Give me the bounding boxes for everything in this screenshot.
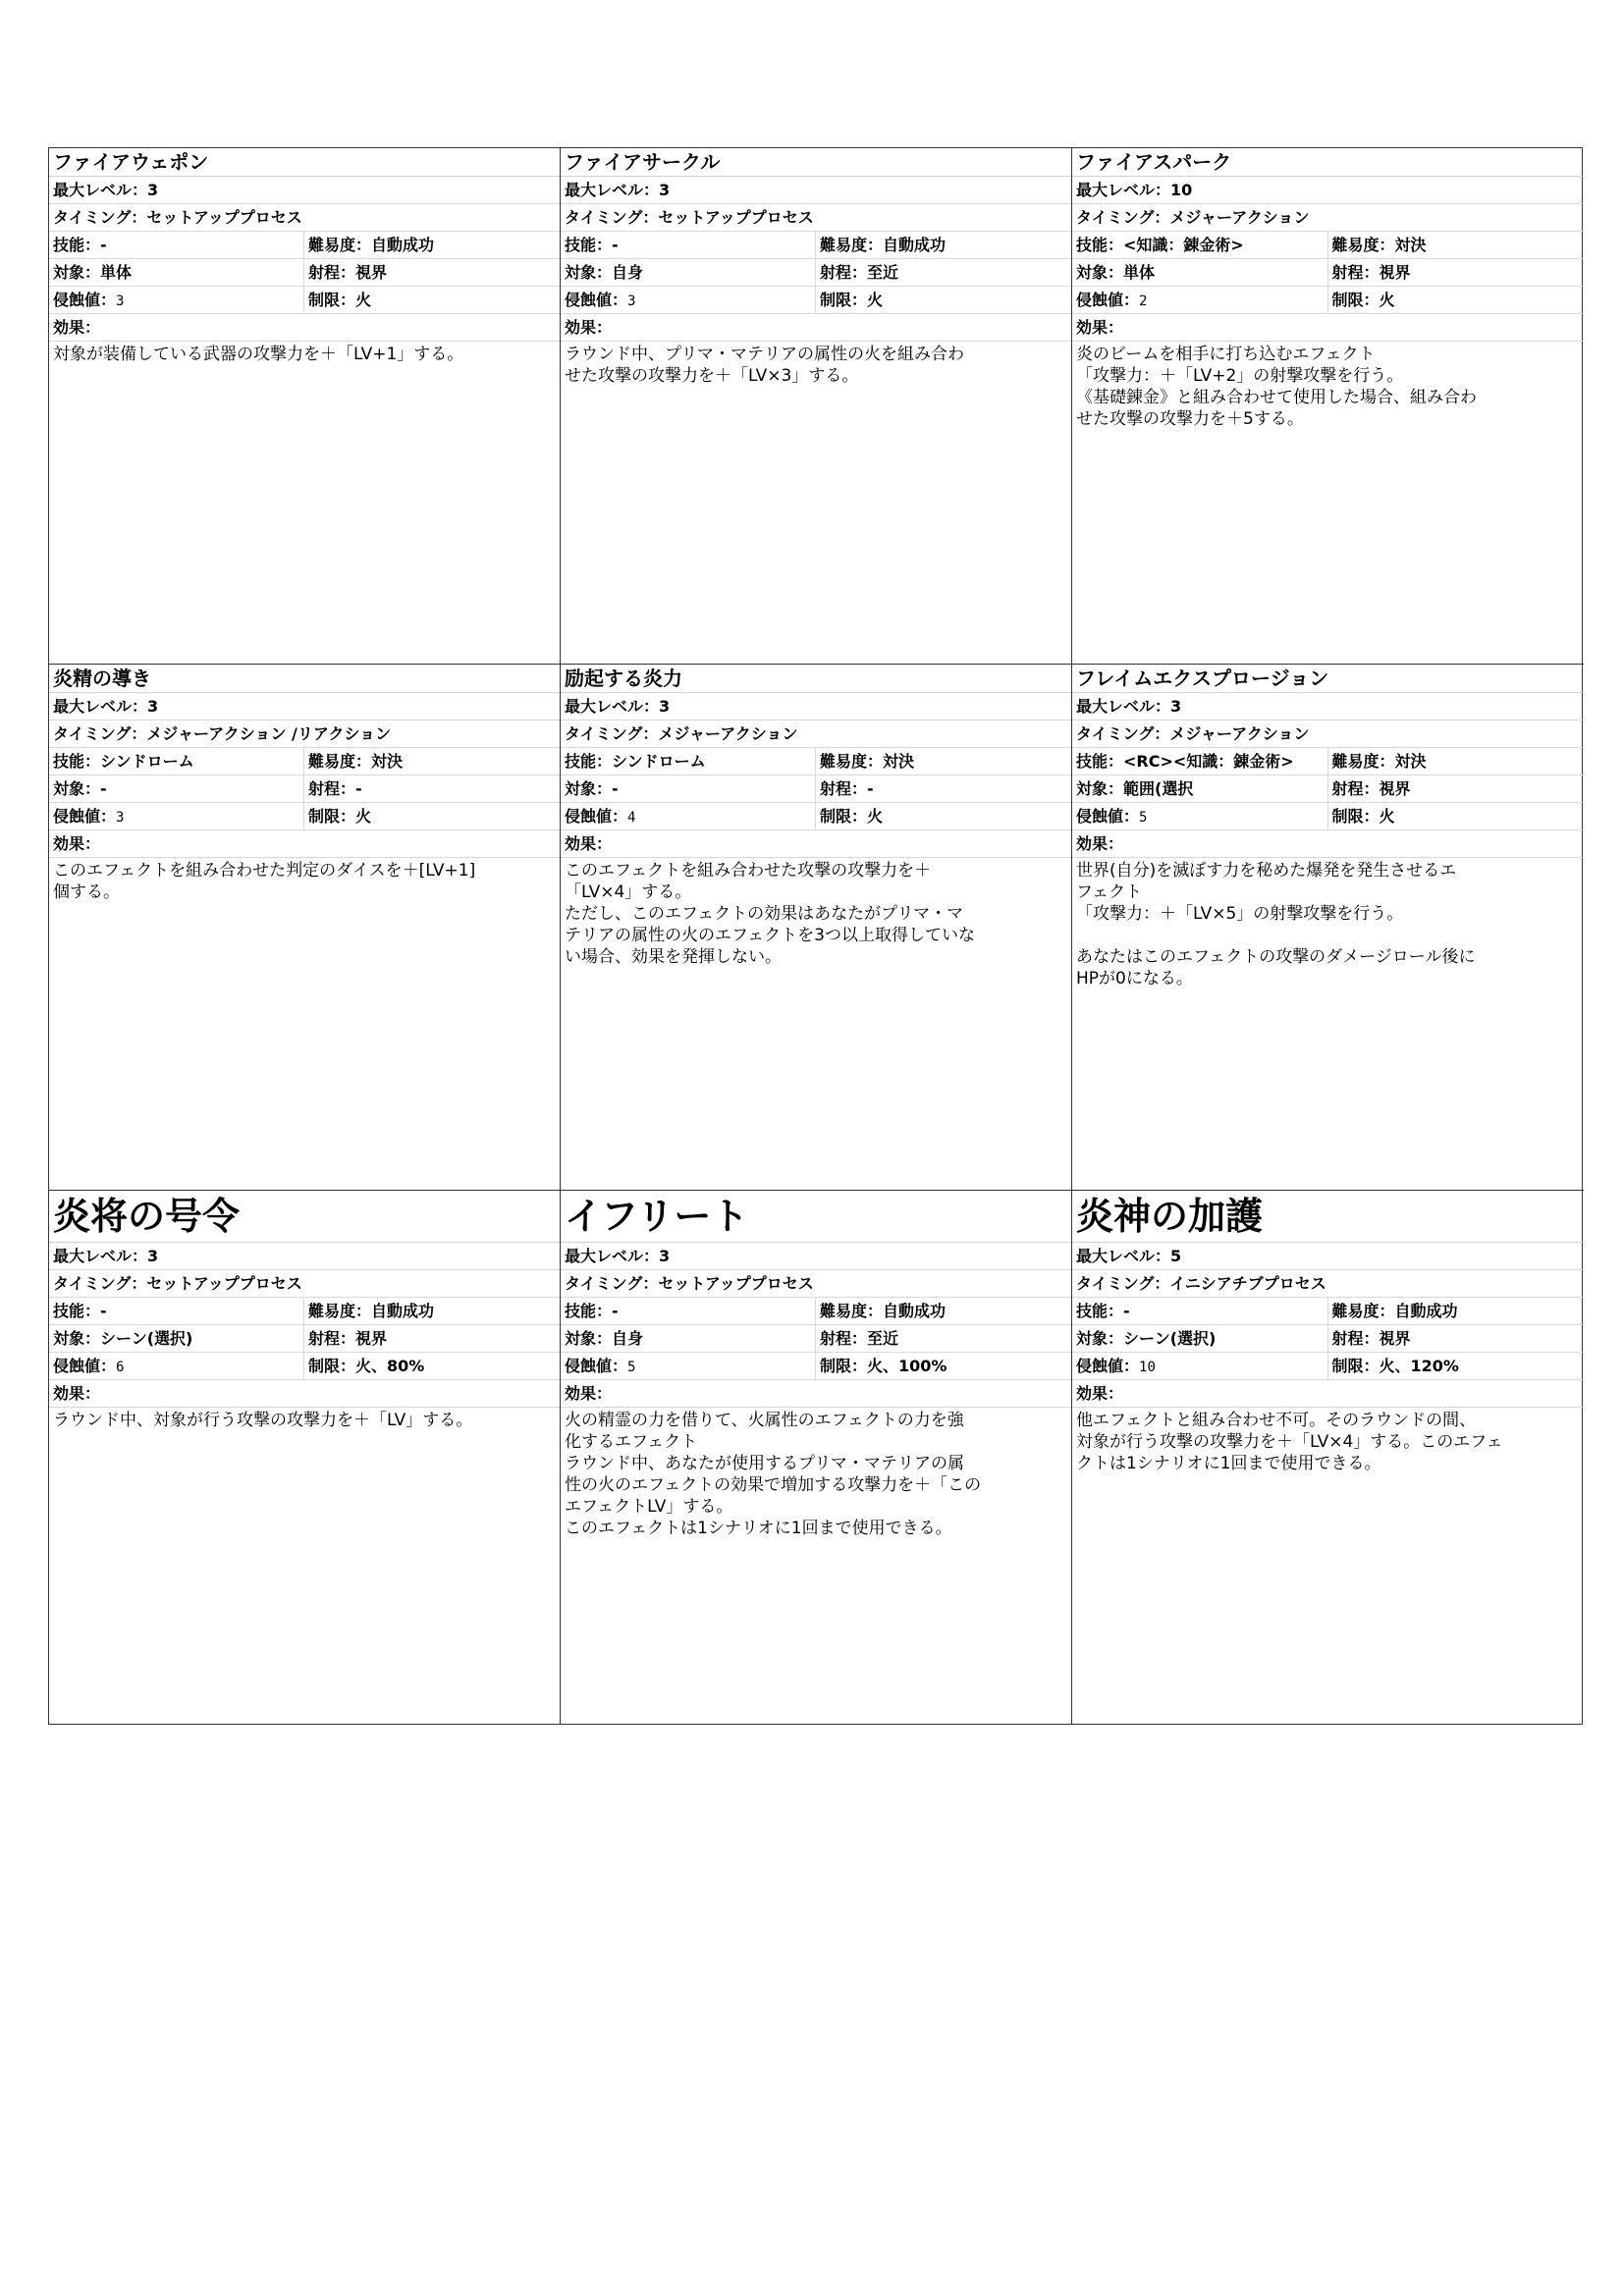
skill-label: 技能： <box>53 1302 101 1320</box>
max-level-value: 3 <box>659 181 671 199</box>
max-level-label: 最大レベル： <box>565 697 660 716</box>
limit-label: 制限： <box>1331 807 1380 826</box>
max-level-row <box>1072 693 1584 721</box>
effect-name: ファイアサークル <box>561 148 1071 177</box>
erosion-limit-row <box>1072 287 1584 314</box>
difficulty-label: 難易度： <box>308 236 372 254</box>
effect-description: このエフェクトを組み合わせた攻撃の攻撃力を＋ 「LV×4」する。 ただし、このエフェクトの効果はあなたがプリマ・マ テリアの属性の火のエフェクトを3つ以上取得していな い場合、効果を発揮しない。 <box>565 861 975 967</box>
max-level-value: 3 <box>147 697 159 716</box>
target-value: - <box>612 779 619 798</box>
effect-label: 効果： <box>565 834 613 853</box>
max-level-value: 3 <box>147 1247 159 1265</box>
difficulty-label: 難易度： <box>308 1302 372 1320</box>
skill-value: - <box>612 236 619 254</box>
skill-label: 技能： <box>565 236 613 254</box>
erosion-limit-row <box>49 1353 560 1380</box>
difficulty-value: 対決 <box>1394 236 1427 254</box>
effect-description: 炎のビームを相手に打ち込むエフェクト 「攻撃力：＋「LV+2」の射撃攻撃を行う。 《基礎錬金》と組み合わせて使用した場合、組み合わ せた攻撃の攻撃力を＋5する。 <box>1076 345 1477 429</box>
effect-label-row <box>49 314 560 342</box>
range-value: 視界 <box>1379 779 1411 798</box>
target-value: シーン(選択) <box>100 1329 193 1348</box>
skill-value: - <box>612 1302 619 1320</box>
timing-row <box>1072 721 1584 748</box>
effect-label: 効果： <box>1076 318 1124 337</box>
erosion-value: 5 <box>627 1360 636 1375</box>
limit-value: 火 <box>867 291 884 309</box>
timing-label: タイミング： <box>1076 724 1170 743</box>
erosion-label: 侵蝕値： <box>53 291 117 309</box>
difficulty-value: 自動成功 <box>371 236 435 254</box>
target-value: 単体 <box>100 263 133 282</box>
difficulty-label: 難易度： <box>820 236 884 254</box>
skill-value: - <box>1123 1302 1130 1320</box>
target-label: 対象： <box>1076 779 1124 798</box>
timing-row <box>1072 1270 1584 1298</box>
skill-difficulty-row <box>49 1298 560 1325</box>
target-range-row <box>1072 775 1584 803</box>
difficulty-label: 難易度： <box>820 752 884 771</box>
effect-label: 効果： <box>53 1384 101 1403</box>
effect-description: ラウンド中、対象が行う攻撃の攻撃力を＋「LV」する。 <box>53 1411 473 1430</box>
erosion-limit-row <box>561 803 1071 830</box>
target-label: 対象： <box>1076 1329 1124 1348</box>
max-level-value: 5 <box>1170 1247 1182 1265</box>
erosion-label: 侵蝕値： <box>53 807 117 826</box>
limit-label: 制限： <box>308 291 356 309</box>
timing-row <box>561 721 1071 748</box>
difficulty-label: 難易度： <box>308 752 372 771</box>
timing-value: セットアッププロセス <box>658 208 814 227</box>
skill-label: 技能： <box>565 752 613 771</box>
erosion-label: 侵蝕値： <box>565 1357 628 1375</box>
erosion-value: 3 <box>627 294 636 309</box>
timing-label: タイミング： <box>53 208 147 227</box>
limit-label: 制限： <box>1331 291 1380 309</box>
max-level-label: 最大レベル： <box>565 1247 660 1265</box>
target-range-row <box>561 775 1071 803</box>
erosion-limit-row <box>561 1353 1071 1380</box>
effect-card <box>1072 1191 1584 1724</box>
max-level-row <box>1072 177 1584 204</box>
limit-label: 制限： <box>820 1357 868 1375</box>
erosion-limit-row <box>1072 803 1584 830</box>
erosion-limit-row <box>49 803 560 830</box>
skill-difficulty-row <box>561 232 1071 259</box>
skill-difficulty-row <box>561 748 1071 775</box>
effect-card <box>49 665 561 1191</box>
skill-label: 技能： <box>1076 752 1124 771</box>
effect-name: 炎神の加護 <box>1072 1191 1584 1243</box>
max-level-row <box>49 177 560 204</box>
skill-label: 技能： <box>53 236 101 254</box>
skill-difficulty-row <box>561 1298 1071 1325</box>
erosion-label: 侵蝕値： <box>565 291 628 309</box>
skill-value: シンドローム <box>612 752 706 771</box>
effect-label: 効果： <box>565 318 613 337</box>
effect-label-row <box>561 830 1071 858</box>
effect-name: イフリート <box>561 1191 1071 1243</box>
erosion-value: 3 <box>116 810 125 826</box>
limit-value: 火 <box>355 291 372 309</box>
effect-card <box>561 148 1072 665</box>
effect-name: ファイアウェポン <box>49 148 560 177</box>
max-level-row <box>49 1243 560 1270</box>
erosion-label: 侵蝕値： <box>1076 291 1140 309</box>
max-level-label: 最大レベル： <box>565 181 660 199</box>
range-label: 射程： <box>820 1329 868 1348</box>
target-value: 範囲(選択 <box>1123 779 1194 798</box>
target-range-row <box>49 775 560 803</box>
timing-value: セットアッププロセス <box>146 1274 302 1293</box>
skill-label: 技能： <box>1076 1302 1124 1320</box>
effect-name: 炎精の導き <box>49 665 560 693</box>
max-level-label: 最大レベル： <box>53 1247 148 1265</box>
range-label: 射程： <box>1331 779 1380 798</box>
difficulty-value: 対決 <box>371 752 404 771</box>
timing-label: タイミング： <box>53 724 147 743</box>
range-value: - <box>867 779 874 798</box>
effect-label: 効果： <box>565 1384 613 1403</box>
skill-label: 技能： <box>53 752 101 771</box>
timing-value: イニシアチブプロセス <box>1169 1274 1326 1293</box>
difficulty-label: 難易度： <box>820 1302 884 1320</box>
effect-label-row <box>49 1380 560 1408</box>
max-level-label: 最大レベル： <box>53 697 148 716</box>
erosion-value: 4 <box>627 810 636 826</box>
effect-name: 励起する炎力 <box>561 665 1071 693</box>
erosion-limit-row <box>561 287 1071 314</box>
skill-difficulty-row <box>1072 1298 1584 1325</box>
limit-value: 火 <box>355 807 372 826</box>
target-label: 対象： <box>53 779 101 798</box>
effect-description: 世界(自分)を滅ぼす力を秘めた爆発を発生させるエ フェクト 「攻撃力：＋「LV×5」の射撃攻撃を行う。 あなたはこのエフェクトの攻撃のダメージロール後に HPが0になる。 <box>1076 861 1476 988</box>
target-range-row <box>561 1325 1071 1353</box>
target-value: 自身 <box>612 263 644 282</box>
effect-description: ラウンド中、プリマ・マテリアの属性の火を組み合わ せた攻撃の攻撃力を＋「LV×3」する。 <box>565 345 964 386</box>
target-label: 対象： <box>565 1329 613 1348</box>
effect-label-row <box>561 314 1071 342</box>
effect-label-row <box>1072 1380 1584 1408</box>
effect-label-row <box>561 1380 1071 1408</box>
difficulty-label: 難易度： <box>1331 752 1395 771</box>
timing-label: タイミング： <box>565 724 659 743</box>
effect-card <box>49 148 561 665</box>
skill-label: 技能： <box>1076 236 1124 254</box>
timing-row <box>49 1270 560 1298</box>
target-value: シーン(選択) <box>1123 1329 1217 1348</box>
skill-value: - <box>100 236 107 254</box>
effect-card <box>1072 148 1584 665</box>
timing-label: タイミング： <box>565 208 659 227</box>
erosion-limit-row <box>49 287 560 314</box>
limit-label: 制限： <box>1331 1357 1380 1375</box>
target-value: - <box>100 779 107 798</box>
range-label: 射程： <box>308 779 356 798</box>
effect-label-row <box>49 830 560 858</box>
timing-label: タイミング： <box>565 1274 659 1293</box>
target-label: 対象： <box>1076 263 1124 282</box>
timing-row <box>49 721 560 748</box>
effect-description: このエフェクトを組み合わせた判定のダイスを＋[LV+1] 個する。 <box>53 861 476 902</box>
timing-value: セットアッププロセス <box>146 208 302 227</box>
erosion-label: 侵蝕値： <box>565 807 628 826</box>
effect-description: 他エフェクトと組み合わせ不可。そのラウンドの間、 対象が行う攻撃の攻撃力を＋「LV×4」する。このエフェ クトは1シナリオに1回まで使用できる。 <box>1076 1411 1503 1473</box>
timing-value: セットアッププロセス <box>658 1274 814 1293</box>
limit-value: 火、80% <box>355 1357 425 1375</box>
timing-label: タイミング： <box>1076 1274 1170 1293</box>
max-level-row <box>1072 1243 1584 1270</box>
target-value: 単体 <box>1123 263 1156 282</box>
range-label: 射程： <box>820 263 868 282</box>
max-level-row <box>561 1243 1071 1270</box>
skill-difficulty-row <box>49 748 560 775</box>
max-level-value: 3 <box>1170 697 1182 716</box>
timing-row <box>1072 204 1584 232</box>
target-label: 対象： <box>53 263 101 282</box>
erosion-label: 侵蝕値： <box>1076 1357 1140 1375</box>
effect-name: ファイアスパーク <box>1072 148 1584 177</box>
max-level-value: 3 <box>659 1247 671 1265</box>
erosion-value: 3 <box>116 294 125 309</box>
effect-label: 効果： <box>53 318 101 337</box>
effect-name: 炎将の号令 <box>49 1191 560 1243</box>
difficulty-value: 自動成功 <box>1394 1302 1458 1320</box>
difficulty-value: 自動成功 <box>371 1302 435 1320</box>
limit-value: 火 <box>1379 807 1395 826</box>
erosion-label: 侵蝕値： <box>53 1357 117 1375</box>
target-label: 対象： <box>565 779 613 798</box>
skill-label: 技能： <box>565 1302 613 1320</box>
range-label: 射程： <box>1331 263 1380 282</box>
timing-row <box>49 204 560 232</box>
max-level-value: 3 <box>147 181 159 199</box>
max-level-row <box>561 693 1071 721</box>
max-level-label: 最大レベル： <box>53 181 148 199</box>
max-level-row <box>49 693 560 721</box>
max-level-label: 最大レベル： <box>1076 697 1171 716</box>
effect-card <box>561 1191 1072 1724</box>
range-label: 射程： <box>308 1329 356 1348</box>
timing-value: メジャーアクション <box>1169 208 1310 227</box>
range-value: 視界 <box>355 263 388 282</box>
limit-value: 火、100% <box>867 1357 947 1375</box>
effect-label: 効果： <box>1076 1384 1124 1403</box>
range-label: 射程： <box>820 779 868 798</box>
erosion-label: 侵蝕値： <box>1076 807 1140 826</box>
effect-label: 効果： <box>1076 834 1124 853</box>
target-label: 対象： <box>565 263 613 282</box>
max-level-label: 最大レベル： <box>1076 181 1171 199</box>
range-value: 視界 <box>355 1329 388 1348</box>
limit-label: 制限： <box>308 1357 356 1375</box>
difficulty-value: 自動成功 <box>883 236 947 254</box>
erosion-value: 10 <box>1139 1360 1156 1375</box>
effect-description: 火の精霊の力を借りて、火属性のエフェクトの力を強 化するエフェクト ラウンド中、あなたが使用するプリマ・マテリアの属 性の火のエフェクトの効果で増加する攻撃力を＋「この エフェクトLV」する。 このエフェクトは1シナリオに1回まで使用できる。 <box>565 1411 982 1538</box>
target-label: 対象： <box>53 1329 101 1348</box>
effect-card <box>49 1191 561 1724</box>
target-range-row <box>49 1325 560 1353</box>
difficulty-value: 対決 <box>1394 752 1427 771</box>
max-level-row <box>561 177 1071 204</box>
range-label: 射程： <box>308 263 356 282</box>
target-range-row <box>49 259 560 287</box>
max-level-value: 10 <box>1170 181 1193 199</box>
difficulty-label: 難易度： <box>1331 236 1395 254</box>
timing-row <box>561 1270 1071 1298</box>
skill-value: シンドローム <box>100 752 194 771</box>
max-level-label: 最大レベル： <box>1076 1247 1171 1265</box>
target-value: 自身 <box>612 1329 644 1348</box>
effect-card <box>561 665 1072 1191</box>
range-value: 至近 <box>867 1329 899 1348</box>
target-range-row <box>1072 259 1584 287</box>
effect-label-row <box>1072 314 1584 342</box>
difficulty-label: 難易度： <box>1331 1302 1395 1320</box>
skill-value: <知識：錬金術> <box>1123 236 1244 254</box>
range-value: 視界 <box>1379 263 1411 282</box>
timing-value: メジャーアクション <box>1169 724 1310 743</box>
effect-description: 対象が装備している武器の攻撃力を＋「LV+1」する。 <box>53 345 464 364</box>
range-label: 射程： <box>1331 1329 1380 1348</box>
range-value: 視界 <box>1379 1329 1411 1348</box>
skill-difficulty-row <box>1072 232 1584 259</box>
erosion-value: 2 <box>1139 294 1148 309</box>
difficulty-value: 対決 <box>883 752 915 771</box>
effect-label-row <box>1072 830 1584 858</box>
skill-difficulty-row <box>49 232 560 259</box>
max-level-value: 3 <box>659 697 671 716</box>
timing-label: タイミング： <box>1076 208 1170 227</box>
limit-value: 火、120% <box>1379 1357 1459 1375</box>
timing-label: タイミング： <box>53 1274 147 1293</box>
skill-value: - <box>100 1302 107 1320</box>
range-value: 至近 <box>867 263 899 282</box>
skill-difficulty-row <box>1072 748 1584 775</box>
limit-label: 制限： <box>820 291 868 309</box>
limit-value: 火 <box>867 807 884 826</box>
erosion-value: 5 <box>1139 810 1148 826</box>
target-range-row <box>561 259 1071 287</box>
difficulty-value: 自動成功 <box>883 1302 947 1320</box>
target-range-row <box>1072 1325 1584 1353</box>
effect-card-grid <box>48 147 1583 1725</box>
erosion-value: 6 <box>116 1360 125 1375</box>
effect-name: フレイムエクスプロージョン <box>1072 665 1584 693</box>
effect-label: 効果： <box>53 834 101 853</box>
limit-label: 制限： <box>308 807 356 826</box>
limit-value: 火 <box>1379 291 1395 309</box>
timing-value: メジャーアクション <box>658 724 798 743</box>
timing-row <box>561 204 1071 232</box>
skill-value: <RC><知識：錬金術> <box>1123 752 1294 771</box>
timing-value: メジャーアクション /リアクション <box>146 724 392 743</box>
effect-card <box>1072 665 1584 1191</box>
range-value: - <box>355 779 362 798</box>
erosion-limit-row <box>1072 1353 1584 1380</box>
limit-label: 制限： <box>820 807 868 826</box>
